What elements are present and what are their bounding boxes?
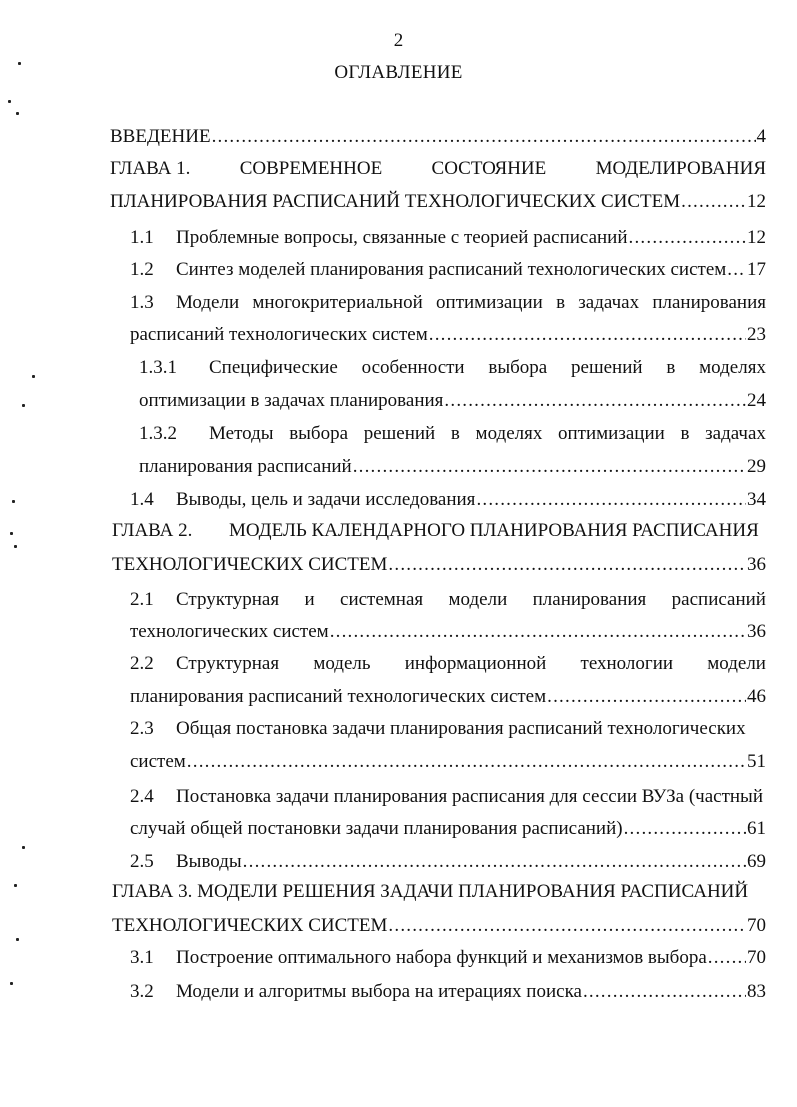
toc-chapter-2-line2	[0, 553, 797, 577]
toc-page-number: 17	[747, 259, 766, 280]
toc-page-number: 36	[747, 554, 766, 575]
entry-word: задачах	[705, 423, 766, 444]
toc-page-number: 70	[747, 915, 766, 936]
toc-entry-title: ПЛАНИРОВАНИЯ РАСПИСАНИЙ ТЕХНОЛОГИЧЕСКИХ СИСТЕМ	[110, 191, 681, 212]
dot-leader	[187, 750, 746, 774]
toc-entry-2-5	[0, 850, 797, 874]
toc-entry-title: Общая постановка задачи планирования расписаний технологических	[176, 718, 746, 739]
dot-leader	[243, 850, 746, 874]
scan-speck	[10, 982, 13, 985]
toc-chapter-1-line2	[0, 190, 797, 214]
toc-entry-1-4	[0, 488, 797, 512]
entry-word: Структурная	[176, 589, 280, 610]
dot-leader	[353, 455, 746, 479]
section-number: 1.3.1	[139, 357, 177, 378]
toc-chapter-2-line1	[0, 519, 797, 543]
toc-entry-1-2	[0, 258, 797, 282]
toc-page-number: 51	[747, 751, 766, 772]
toc-page-number: 12	[747, 227, 766, 248]
page-number: 2	[393, 30, 404, 51]
entry-word: расписаний	[671, 589, 766, 610]
entry-word: задачах	[578, 292, 640, 313]
toc-page-number: 24	[747, 390, 766, 411]
toc-entry-title: систем	[130, 751, 186, 772]
entry-word: моделях	[699, 357, 766, 378]
scan-speck	[32, 375, 35, 378]
chapter-word: СОВРЕМЕННОЕ	[239, 158, 383, 179]
toc-page-number: 46	[747, 686, 766, 707]
chapter-word: МОДЕЛИРОВАНИЯ	[595, 158, 766, 179]
toc-entry-2-3-line2	[0, 750, 797, 774]
toc-entry-title: Выводы, цель и задачи исследования	[176, 489, 476, 510]
toc-entry-title: ТЕХНОЛОГИЧЕСКИХ СИСТЕМ	[112, 915, 388, 936]
section-number: 2.4	[130, 786, 154, 807]
section-number: 1.2	[130, 259, 154, 280]
entry-word: оптимизации	[436, 292, 543, 313]
entry-word: и	[304, 589, 315, 610]
toc-entry-2-4-line2	[0, 817, 797, 841]
toc-page-number: 12	[747, 191, 766, 212]
section-number: 2.5	[130, 851, 154, 872]
toc-entry-title: Выводы	[176, 851, 242, 872]
scan-speck	[16, 112, 19, 115]
scan-speck	[12, 500, 15, 503]
toc-entry-1-3-1-line2	[0, 389, 797, 413]
toc-entry-title: Постановка задачи планирования расписания для сессии ВУЗа (частный	[176, 786, 763, 807]
toc-entry-title: ТЕХНОЛОГИЧЕСКИХ СИСТЕМ	[112, 554, 388, 575]
toc-page-number: 4	[756, 126, 766, 147]
entry-word: оптимизации	[558, 423, 665, 444]
toc-entry-title: планирования расписаний технологических систем	[130, 686, 547, 707]
toc-entry-title: расписаний технологических систем	[130, 324, 428, 345]
toc-page-number: 69	[747, 851, 766, 872]
toc-chapter-3-line2	[0, 914, 797, 938]
dot-leader	[681, 190, 746, 214]
entry-word: планирования	[652, 292, 766, 313]
section-number: 1.1	[130, 227, 154, 248]
toc-entry-1-3-2-line2	[0, 455, 797, 479]
entry-word: решений	[571, 357, 643, 378]
toc-entry-2-1-line2	[0, 620, 797, 644]
dot-leader	[429, 323, 746, 347]
entry-word: системная	[340, 589, 424, 610]
scan-speck	[18, 62, 21, 65]
dot-leader	[330, 620, 746, 644]
section-number: 1.3	[130, 292, 154, 313]
entry-word: выбора	[488, 357, 548, 378]
toc-entry-title: случай общей постановки задачи планирования расписаний)	[130, 818, 623, 839]
entry-word: Модели	[176, 292, 240, 313]
toc-entry-3-2	[0, 980, 797, 1004]
chapter-title: ГЛАВА 3. МОДЕЛИ РЕШЕНИЯ ЗАДАЧИ ПЛАНИРОВАНИЯ РАСПИСАНИЙ	[112, 881, 749, 902]
entry-word: особенности	[361, 357, 465, 378]
toc-entry-1-3-line1	[0, 291, 797, 315]
chapter-word: СОСТОЯНИЕ	[431, 158, 547, 179]
toc-entry-title: Синтез моделей планирования расписаний технологических систем	[176, 259, 727, 280]
section-number: 2.3	[130, 718, 154, 739]
scan-speck	[10, 532, 13, 535]
dot-leader	[212, 125, 756, 149]
section-number: 2.2	[130, 653, 154, 674]
scan-speck	[22, 846, 25, 849]
toc-entry-title: оптимизации в задачах планирования	[139, 390, 444, 411]
entry-word: Специфические	[209, 357, 338, 378]
scan-speck	[16, 938, 19, 941]
dot-leader	[547, 685, 746, 709]
scan-speck	[14, 545, 17, 548]
entry-word: в	[556, 292, 566, 313]
toc-entry-title: планирования расписаний	[139, 456, 352, 477]
toc-entry-3-1	[0, 946, 797, 970]
scan-speck	[22, 404, 25, 407]
entry-word: решений	[363, 423, 436, 444]
dot-leader	[444, 389, 746, 413]
toc-page-number: 34	[747, 489, 766, 510]
dot-leader	[388, 914, 746, 938]
entry-word: многокритериальной	[252, 292, 423, 313]
entry-word: планирования	[532, 589, 647, 610]
dot-leader	[629, 226, 746, 250]
entry-word: в	[666, 357, 676, 378]
chapter-label: ГЛАВА 1.	[110, 158, 191, 179]
toc-entry-title: Построение оптимального набора функций и механизмов выбора	[176, 947, 707, 968]
entry-word: моделях	[475, 423, 543, 444]
section-number: 1.3.2	[139, 423, 177, 444]
entry-word: модели	[448, 589, 508, 610]
toc-chapter-1-line1	[0, 157, 797, 181]
toc-entry-1-3-1-line1	[0, 356, 797, 380]
dot-leader	[727, 258, 746, 282]
toc-page-number: 83	[747, 981, 766, 1002]
scan-speck	[14, 884, 17, 887]
toc-entry-1-3-2-line1	[0, 422, 797, 446]
dot-leader	[708, 946, 746, 970]
section-number: 2.1	[130, 589, 154, 610]
entry-word: модели	[707, 653, 766, 674]
toc-entry-title: технологических систем	[130, 621, 329, 642]
toc-entry-1-3-line2	[0, 323, 797, 347]
dot-leader	[624, 817, 746, 841]
entry-word: в	[450, 423, 460, 444]
entry-word: Структурная	[176, 653, 280, 674]
entry-word: в	[680, 423, 690, 444]
dot-leader	[583, 980, 746, 1004]
toc-page-number: 36	[747, 621, 766, 642]
toc-entry-title: Проблемные вопросы, связанные с теорией расписаний	[176, 227, 628, 248]
chapter-title: МОДЕЛЬ КАЛЕНДАРНОГО ПЛАНИРОВАНИЯ РАСПИСАНИЯ	[229, 520, 759, 541]
section-number: 3.2	[130, 981, 154, 1002]
toc-entry-2-2-line2	[0, 685, 797, 709]
toc-entry-2-4-line1	[0, 785, 797, 809]
toc-entry-2-3-line1	[0, 717, 797, 741]
entry-word: выбора	[289, 423, 349, 444]
page-title: ОГЛАВЛЕНИЕ	[334, 62, 463, 83]
toc-page-number: 70	[747, 947, 766, 968]
entry-word: Методы	[209, 423, 274, 444]
dot-leader	[388, 553, 746, 577]
entry-word: информационной	[404, 653, 547, 674]
section-number: 3.1	[130, 947, 154, 968]
toc-entry-2-1-line1	[0, 588, 797, 612]
toc-entry-title: ВВЕДЕНИЕ	[110, 126, 211, 147]
toc-entry-2-2-line1	[0, 652, 797, 676]
dot-leader	[476, 488, 746, 512]
toc-entry-title: Модели и алгоритмы выбора на итерациях поиска	[176, 981, 582, 1002]
section-number: 1.4	[130, 489, 154, 510]
toc-entry-1-1	[0, 226, 797, 250]
chapter-label: ГЛАВА 2.	[112, 520, 193, 541]
toc-chapter-3-line1	[0, 880, 797, 904]
toc-page-number: 23	[747, 324, 766, 345]
scan-speck	[8, 100, 11, 103]
entry-word: технологии	[580, 653, 674, 674]
toc-page-number: 29	[747, 456, 766, 477]
entry-word: модель	[313, 653, 371, 674]
toc-entry-intro	[0, 125, 797, 149]
toc-page-number: 61	[747, 818, 766, 839]
